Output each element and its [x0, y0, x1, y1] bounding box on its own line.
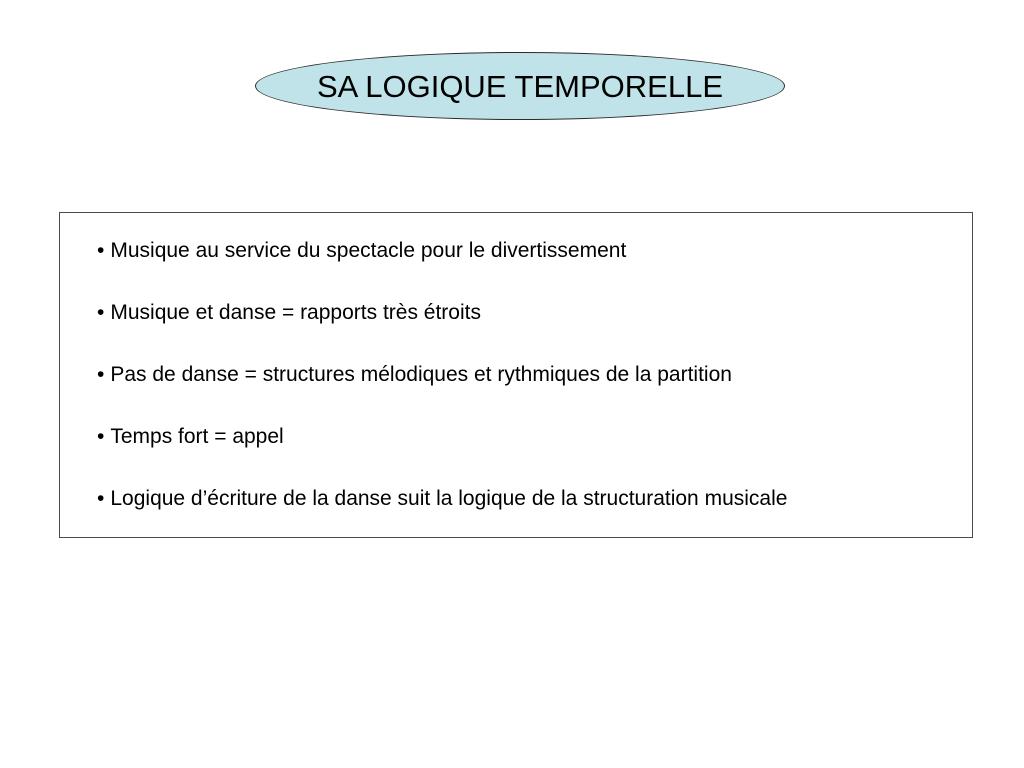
bullet-text: Musique au service du spectacle pour le divertissement — [110, 239, 627, 262]
bullet-item — [97, 425, 787, 449]
bullet-text: Temps fort = appel — [110, 425, 284, 448]
bullet-item — [97, 301, 787, 325]
content-box — [59, 212, 973, 538]
bullet-list — [97, 239, 787, 511]
bullet-mark: • — [97, 363, 105, 386]
bullet-text: Pas de danse = structures mélodiques et rythmiques de la partition — [110, 363, 732, 386]
title-ellipse — [255, 52, 785, 120]
slide-title: SA LOGIQUE TEMPORELLE — [316, 68, 723, 104]
bullet-mark: • — [97, 487, 105, 510]
bullet-item — [97, 363, 787, 387]
bullet-mark: • — [97, 425, 105, 448]
bullet-text: Musique et danse = rapports très étroits — [110, 301, 481, 324]
bullet-mark: • — [97, 301, 105, 324]
bullet-text: Logique d’écriture de la danse suit la logique de la structuration musicale — [110, 487, 788, 510]
bullet-item — [97, 487, 787, 511]
bullet-mark: • — [97, 239, 105, 262]
bullet-item — [97, 239, 787, 263]
